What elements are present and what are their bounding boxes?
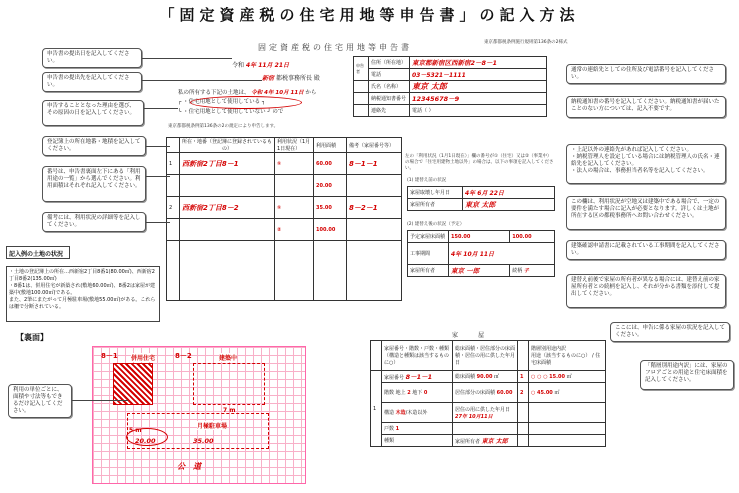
dim-1: 7 m <box>223 407 236 414</box>
building-area <box>193 363 265 405</box>
callout-owner-relation: 建替え前後で家屋の所有者が異なる場合には、建替え前の家屋所有者との続柄を記入し、それが分かる書類を添付して提出してください。 <box>566 274 726 308</box>
form-corner-note: 東京都都税条例施行規則第136条の2様式 <box>484 40 568 45</box>
submit-date: 令和 4年 11月 21日 <box>232 62 289 69</box>
house-area <box>113 363 153 405</box>
house-label: 併用住宅 <box>131 355 156 362</box>
form-title: 固定資産税の住宅用地等申告書 <box>258 43 412 52</box>
site-map <box>92 346 306 484</box>
road-label: 公道 <box>177 462 209 471</box>
building-label: 建築中 <box>219 355 238 362</box>
table-row: 1 西新宿2丁目8－1 ① 60.00 8－1－1 <box>167 153 402 175</box>
table-row: 20.00 <box>167 175 402 197</box>
example-heading: 記入例の土地の状況 <box>6 246 70 259</box>
usage-heading: 左の「利用状況（1月1日現在）」欄の番号が①（住宅）又は②（事業中）の場合で「住宅用建物土地以外」の場合は、以下の事項を記入してください。 <box>405 154 554 171</box>
callout-contact: ・上記以外の連絡先があれば記入してください。 ・納税管理人を設定している場合には納税管理人の氏名・連絡先を記入してください。 ・法人の場合は、事務担当者名等を記入してください。 <box>566 144 726 184</box>
house-title: 家屋 <box>452 332 505 339</box>
parking-label: 月極駐車場 <box>197 423 228 430</box>
example-text: ・土地の登記簿上の所在…西新宿2丁目8番1(80.00㎡)、西新宿2丁目8番2(135.00㎡) ・8番1は、併用住宅が新築され(敷地60.00㎡)、8番2は家屋が建築中(敷地100.00㎡)である。 また、2筆にまたがって月極駐車場(敷地55.00㎡)がある。これらは柵で分断されている。 <box>6 266 160 322</box>
table-row: 2 西新宿2丁目8－2 ① 35.00 8－2－1 <box>167 197 402 219</box>
callout-land-location: 登記簿上の所在地番・地積を記入してください。 <box>42 136 146 156</box>
callout-address: 通常の連絡先としての住所及び電話番号を記入してください。 <box>566 64 726 84</box>
callout-floor-usage: 「階層別用途内訳」には、家屋のフロアごとの用途と住宅床面積を記入してください。 <box>640 360 734 390</box>
page-title: 「固定資産税の住宅用地等申告書」の記入方法 <box>159 6 580 24</box>
usage-table-1: 家屋取壊し年月日 4年 6月 22日 家屋所有者 東京 太郎 <box>407 186 555 211</box>
dim-2: 5 m <box>129 427 142 434</box>
callout-note: 備考には、利用状況の詳細等を記入してください。 <box>42 212 146 232</box>
callout-vacant-land: この欄は、利用状況が空地又は建築中である場合で、一定の要件を満たす場合に記入が必要となります。詳しくは土地が所在する区の都税事務所へお問い合わせください。 <box>566 196 726 230</box>
reason-options: ┌ ・住宅用地として使用している ┐ └ ・住宅用地として使用していない ┘ ので <box>178 99 284 115</box>
callout-house-status: ここには、申告に係る家屋の状況を記入してください。 <box>610 322 730 342</box>
callout-recipient: 申告書の提出先を記入してください。 <box>42 72 142 92</box>
applicant-table: 申告者 住所（所在地） 東京都新宿区西新宿2－8－1 電話 03－5321－1111 氏名（名称） 東京 太郎 納税通知書番号 12345678－9 連絡先 電話（ ） <box>353 56 547 117</box>
callout-usage-number: 番号は、申告書裏面左下にある「利用用途の一覧」から選んでください。利用面積はそれぞれ記入してください。 <box>42 166 146 202</box>
usage-section1: (1) 建替え前の状況 <box>407 178 447 183</box>
lot-2-label: 8－2 <box>175 352 192 360</box>
house-table: 家屋番号・階数・戸数・種類（構造と種類は該当するものに○） 総床面積・居住部分の床面積・居住の用に供した年月日 階層別用途内訳 用途（該当するものに○） / 住宅床面積 1 家屋番号 8－1－1 総床面積 90.00 ㎡ 1 ○ ○ ○ 15.00 ㎡ 階数 地上 2 地下 0 居住部分の床面積 60.00 2 ○ 45.00 ㎡ 構造 木造/木造以外 居住の用に供した年月日 27年 10月11日 戸数 1 種類 家屋所有者 東京 太郎 <box>370 340 606 447</box>
table-row: ② 100.00 <box>167 219 402 241</box>
usage-table-2: 予定家屋床面積 150.00 100.00 工事期間 4年 10月 11日 家屋所有者 東京 一郎 続柄 子 <box>407 230 555 277</box>
area-right: 35.00 <box>193 437 214 445</box>
area-left-oval <box>126 428 168 446</box>
callout-reason: 申告することとなった理由を選び、その原因の日を記入してください。 <box>42 100 144 126</box>
recipient: 新宿 都税事務所長 殿 <box>262 75 320 82</box>
callout-notice-number: 納税通知書の番号を記入してください。納税通知書が届いたことのない方については、記入不要です。 <box>566 96 726 118</box>
owner-line: 私の所有する下記の土地は、 令和 4年 10月 11日 から <box>178 90 317 96</box>
usage-section2: (2) 建替え後の状況（予定） <box>407 222 465 227</box>
reason-selected-oval <box>190 96 302 109</box>
callout-back-map: 利用の単位ごとに、面積や寸法等もできるだけ記入してください。 <box>8 384 72 418</box>
area-left: 20.00 <box>135 437 156 445</box>
lot-1-label: 8－1 <box>101 352 118 360</box>
callout-construction-period: 建築確認申請書に記載されている工事期間を記入してください。 <box>566 240 726 260</box>
land-table: 所在・地番（登記簿に登録されているもの） 利用状況（1月1日現在） 利用面積 備考（家屋番号等） 1 西新宿2丁目8－1 ① 60.00 8－1－1 20.00 2 西新宿2丁目8－2 ① 35.00 8－2－1 ② 100.00 <box>166 137 402 301</box>
back-label: 【裏面】 <box>16 333 48 342</box>
law-note: 東京都都税条例第136条の2の規定により申告します。 <box>168 124 279 129</box>
callout-submit-date: 申告書の提出日を記入してください。 <box>42 48 142 68</box>
